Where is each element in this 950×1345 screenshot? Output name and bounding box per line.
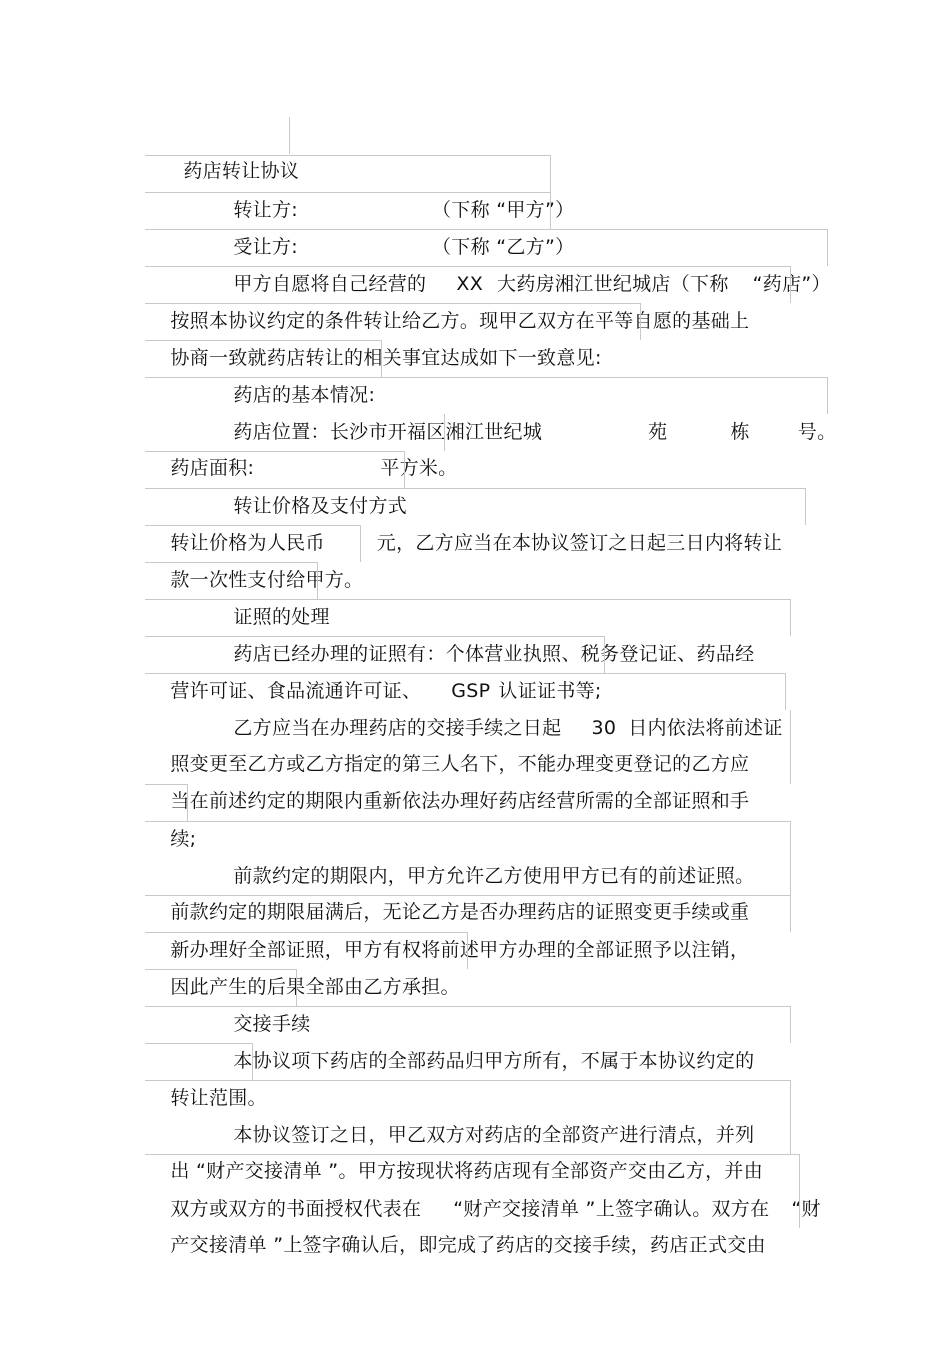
- permit-line-1: [145, 821, 791, 887]
- intro-text-2: 按照本协议约定的条件转让给乙方。现甲乙双方在平等自愿的基础上: [170, 310, 750, 332]
- section-2-heading: 转让价格及支付方式: [233, 495, 408, 517]
- section-4-heading: 交接手续: [233, 1013, 311, 1035]
- section-1-heading: 药店的基本情况:: [233, 384, 376, 406]
- intro-text-b: XX: [456, 273, 484, 295]
- area-line: [145, 414, 458, 479]
- licenses-text-2a: 营许可证、食品流通许可证、: [170, 680, 422, 702]
- change-text-1b: 30: [591, 717, 617, 739]
- change-text-2: 照变更至乙方或乙方指定的第三人名下，不能办理变更登记的乙方应: [170, 753, 750, 775]
- intro-text-3: 协商一致就药店转让的相关事宜达成如下一致意见:: [170, 347, 602, 369]
- licenses-text-1: 药店已经办理的证照有：个体营业执照、税务登记证、药品经: [233, 643, 755, 665]
- permit-text-3: 新办理好全部证照，甲方有权将前述甲方办理的全部证照予以注销，: [170, 939, 750, 961]
- intro-line-1: [145, 229, 831, 295]
- licenses-line-1: [145, 599, 791, 665]
- change-line-4: [145, 784, 197, 850]
- permit-line-4: [145, 932, 468, 998]
- permit-text-2: 前款约定的期限届满后，无论乙方是否办理药店的证照变更手续或重: [170, 901, 750, 923]
- permit-text-1: 前款约定的期限内，甲方允许乙方使用甲方已有的前述证照。: [233, 865, 755, 887]
- change-text-3: 当在前述约定的期限内重新依法办理好药店经营所需的全部证照和手: [170, 790, 750, 812]
- transferee-line: [145, 192, 575, 258]
- price-text-a: 转让价格为人民币: [170, 532, 325, 554]
- document-title: [158, 117, 300, 182]
- change-text-4: 续;: [170, 828, 197, 850]
- handover-text-4: 产交接清单 ”上签字确认后，即完成了药店的交接手续，药店正式交由: [170, 1234, 766, 1256]
- price-text-2: 款一次性支付给甲方。: [170, 569, 364, 591]
- intro-line-3: [145, 303, 641, 369]
- drugs-line-1: [145, 1006, 791, 1072]
- transferor-alias: （下称 “甲方”）: [431, 199, 575, 221]
- intro-text-a: 甲方自愿将自己经营的: [233, 273, 427, 295]
- title-text: 药店转让协议: [183, 160, 300, 182]
- price-line-1: [145, 488, 806, 554]
- handover-text-2: 出 “财产交接清单 ”。甲方按现状将药店现有全部资产交由乙方，并由: [170, 1160, 764, 1182]
- location-line: [145, 377, 837, 443]
- location-number: 号。: [797, 421, 837, 443]
- drugs-text-1: 本协议项下药店的全部药品归甲方所有，不属于本协议约定的: [233, 1050, 755, 1072]
- section-3-heading: 证照的处理: [233, 606, 330, 628]
- price-text-b: 元，乙方应当在本协议签订之日起三日内将转让: [376, 532, 783, 554]
- licenses-text-2c: 认证证书等;: [498, 680, 602, 702]
- area-label: 药店面积:: [170, 457, 255, 479]
- change-line-3: [145, 747, 791, 812]
- price-line-2: [145, 525, 364, 591]
- handover-text-3c: “财: [791, 1198, 821, 1220]
- section-licenses-title: [145, 562, 330, 628]
- intro-line-2: [145, 266, 791, 332]
- handover-line-1: [145, 1080, 791, 1146]
- permit-line-3: [145, 895, 791, 961]
- drugs-text-2: 转让范围。: [170, 1087, 267, 1109]
- handover-text-3b: “财产交接清单 ”上签字确认。双方在: [453, 1198, 770, 1220]
- handover-line-4: [145, 1191, 800, 1256]
- drugs-line-2: [145, 1043, 267, 1109]
- area-unit: 平方米。: [380, 457, 458, 479]
- section-handover-title: [145, 969, 311, 1035]
- location-garden: 苑: [648, 421, 668, 443]
- location-text: 药店位置：长沙市开福区湘江世纪城: [233, 421, 543, 443]
- intro-text-c: 大药房湘江世纪城店（下称: [497, 273, 729, 295]
- section-price-title: [145, 451, 408, 517]
- section-basic-info-title: [145, 340, 382, 406]
- handover-line-2: [145, 1117, 791, 1182]
- transferee-alias: （下称 “乙方”）: [431, 236, 575, 258]
- permit-text-4: 因此产生的后果全部由乙方承担。: [170, 976, 460, 998]
- change-text-1c: 日内依法将前述证: [628, 717, 783, 739]
- handover-text-3a: 双方或双方的书面授权代表在: [170, 1198, 422, 1220]
- licenses-text-2b: GSP: [451, 680, 491, 702]
- handover-line-3: [145, 1154, 821, 1220]
- transferor-label: 转让方:: [233, 199, 298, 221]
- transferor-line: [145, 155, 575, 221]
- change-text-1a: 乙方应当在办理药店的交接手续之日起: [233, 717, 562, 739]
- handover-text-1: 本协议签订之日，甲乙双方对药店的全部资产进行清点，并列: [233, 1124, 755, 1146]
- change-line-2: [145, 710, 791, 775]
- location-building: 栋: [730, 421, 750, 443]
- change-line-1: [145, 673, 786, 739]
- permit-line-2: [145, 858, 791, 923]
- intro-text-d: “药店”）: [752, 273, 831, 295]
- licenses-line-2: [145, 636, 605, 702]
- transferee-label: 受让方:: [233, 236, 298, 258]
